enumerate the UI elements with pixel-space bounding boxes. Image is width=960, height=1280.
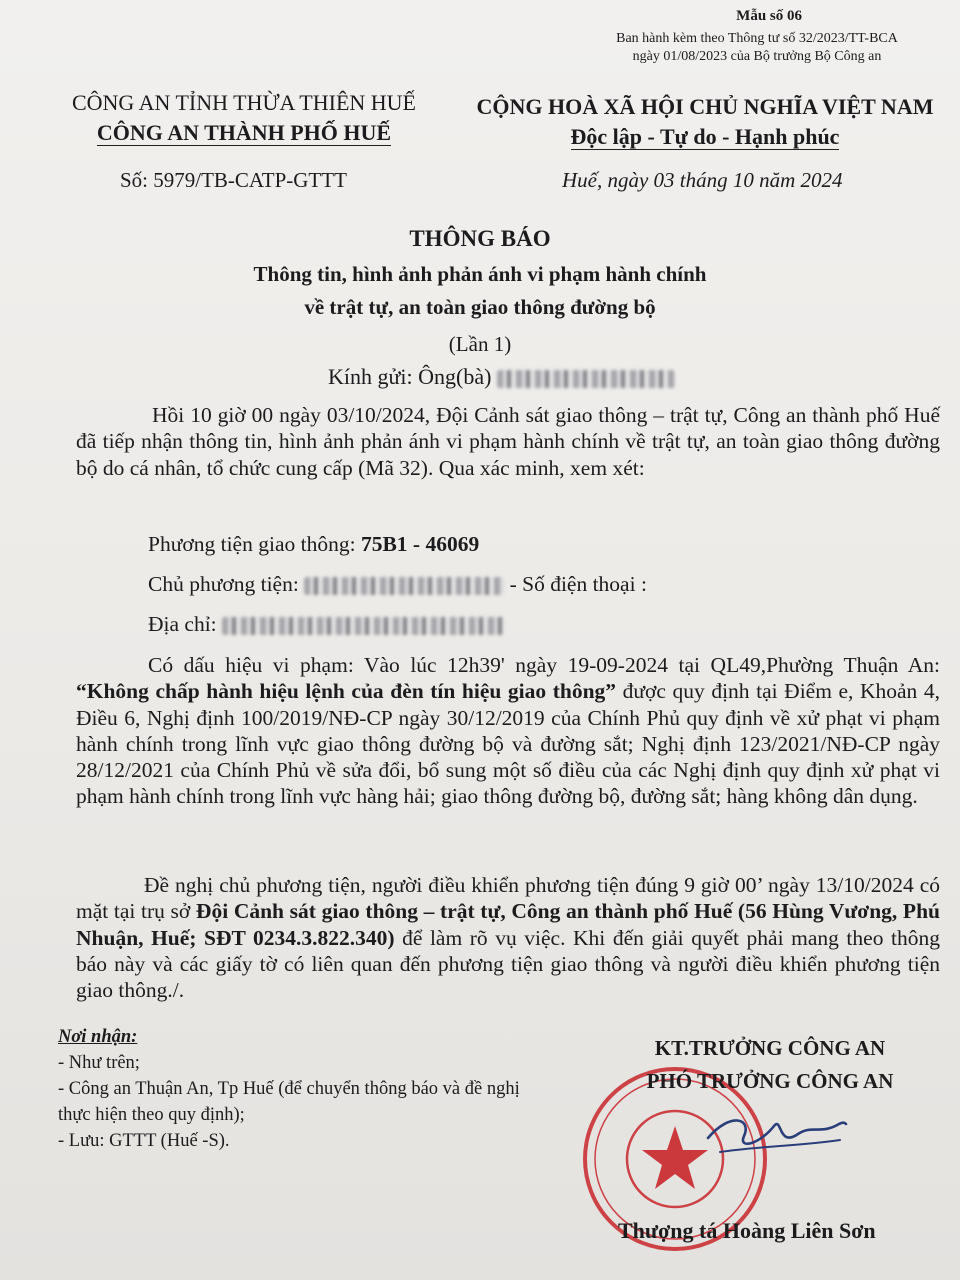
national-header [460,92,950,152]
signer-position-2: PHÓ TRƯỞNG CÔNG AN [646,1069,894,1093]
owner-label: Chủ phương tiện: [148,572,305,596]
request-intro: Đề nghị chủ phương tiện, người điều khiển phương tiện đúng 9 giờ 00’ ngày 13/10/2024 có mặt tại trụ sở [76,873,940,924]
document-title: THÔNG BÁO [409,226,551,251]
addressee-label: Kính gửi: Ông(bà) [328,364,492,389]
license-plate: 75B1 - 46069 [360,532,480,556]
owner-line [148,572,647,597]
handwritten-signature [700,1100,850,1170]
address-line [148,612,504,637]
form-note-line-2: ngày 01/08/2023 của Bộ trưởng Bộ Công an [632,49,882,64]
redacted-name [497,370,675,388]
paragraph-receipt: Hồi 10 giờ 00 ngày 03/10/2024, Đội Cảnh sát giao thông – trật tự, Công an thành phố Huế đã tiếp nhận thông tin, hình ảnh phản ánh vi phạm hành chính về trật tự, an toàn giao thông đường bộ do cá nhân, tổ chức cung cấp (Mã 32). Qua xác minh, xem xét: [76,403,940,480]
document-subtitle-2: về trật tự, an toàn giao thông đường bộ [304,295,656,319]
addressee-line [328,364,675,390]
notice-attempt: (Lần 1) [448,332,512,356]
vehicle-line [148,532,479,557]
violation-intro: Có dấu hiệu vi phạm: Vào lúc 12h39' ngày 19-09-2024 tại QL49,Phường Thuận An: [148,653,940,677]
signature-block [600,1032,940,1098]
form-number: Mẫu số 06 [736,8,802,24]
paragraph-request [76,872,940,1003]
vehicle-label: Phương tiện giao thông: [148,532,361,556]
agency-unit: CÔNG AN THÀNH PHỐ HUẾ [96,120,392,145]
signer-name: Thượng tá Hoàng Liên Sơn [618,1218,876,1243]
signer-position-1: KT.TRƯỞNG CÔNG AN [654,1036,886,1060]
request-rest: để làm rõ vụ việc. Khi đến giải quyết phải mang theo thông báo này và các giấy tờ có liên quan đến phương tiện giao thông và người điều khiển phương tiện giao thông./. [76,925,940,1003]
paragraph-violation [76,652,940,810]
request-office: Đội Cảnh sát giao thông – trật tự, Công an thành phố Huế (56 Hùng Vương, Phú Nhuận, Huế; SĐT 0234.3.822.340) [76,899,940,950]
form-note-line-1: Ban hành kèm theo Thông tư số 32/2023/TT-BCA [616,31,898,46]
issuing-agency [34,88,454,148]
violation-legal-basis: được quy định tại Điểm e, Khoản 4, Điều 6, Nghị định 100/2019/NĐ-CP ngày 30/12/2019 của Chính Phủ quy định về xử phạt vi phạm hành chính trong lĩnh vực giao thông đường bộ và đường sắt; Nghị định 123/2021/NĐ-CP ngày 28/12/2021 của Chính Phủ về sửa đổi, bổ sung một số điều của các Nghị định quy định xử phạt vi phạm hành chính trong lĩnh vực hàng hải; giao thông đường bộ, đường sắt; hàng không dân dụng. [76,679,941,809]
violation-title: “Không chấp hành hiệu lệnh của đèn tín hiệu giao thông” [76,679,617,704]
phone-label: - Số điện thoại : [504,572,647,596]
redacted-address [222,617,504,635]
recipients-heading: Nơi nhận: [58,1027,138,1047]
redacted-owner [304,577,504,595]
recipient-item: - Lưu: GTTT (Huế -S). [58,1131,230,1151]
place-and-date: Huế, ngày 03 tháng 10 năm 2024 [562,168,843,192]
agency-parent: CÔNG AN TỈNH THỪA THIÊN HUẾ [71,90,416,115]
recipient-item: - Như trên; [58,1053,140,1073]
document-number: Số: 5979/TB-CATP-GTTT [120,168,347,192]
document-subtitle-1: Thông tin, hình ảnh phản ánh vi phạm hành chính [253,262,707,286]
recipients-block [58,1024,538,1154]
national-motto: Độc lập - Tự do - Hạnh phúc [570,124,840,149]
recipient-item: - Công an Thuận An, Tp Huế (để chuyển thông báo và đề nghị thực hiện theo quy định); [58,1079,520,1125]
address-label: Địa chỉ: [148,612,223,636]
nation-name: CỘNG HOÀ XÃ HỘI CHỦ NGHĨA VIỆT NAM [476,94,934,119]
form-legal-note [592,30,922,66]
